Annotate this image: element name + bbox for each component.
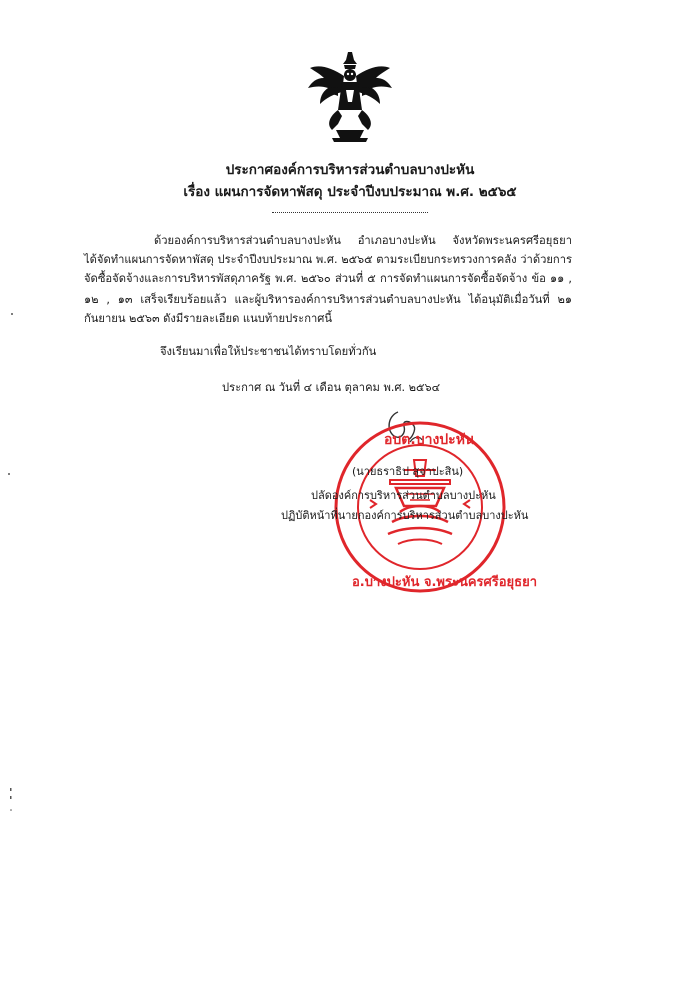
body-line-3: จัดซื้อจัดจ้างและการบริหารพัสดุภาครัฐ พ.ศ. ๒๕๖๐ ส่วนที่ ๕ การจัดทำแผนการจัดซื้อจัดจ้าง ข้อ ๑๑ , [84, 272, 572, 285]
title-divider [272, 212, 428, 213]
body-line-1: ด้วยองค์การบริหารส่วนตำบลบางปะหัน อำเภอบางปะหัน จังหวัดพระนครศรีอยุธยา [154, 234, 572, 247]
signer-acting-position: ปฏิบัติหน้าที่นายกองค์การบริหารส่วนตำบลบางปะหัน [281, 509, 529, 522]
closing-line: จึงเรียนมาเพื่อให้ประชาชนได้ทราบโดยทั่วกัน [160, 345, 377, 358]
signer-name: (นายธราธิป สุจาปะสิน) [352, 465, 464, 478]
date-line: ประกาศ ณ วันที่ ๔ เดือน ตุลาคม พ.ศ. ๒๕๖๔ [222, 381, 441, 394]
stamp-bottom-text: อ.บางปะหัน จ.พระนครศรีอยุธยา [352, 575, 538, 590]
body-line-2: ได้จัดทำแผนการจัดหาพัสดุ ประจำปีงบประมาณ พ.ศ. ๒๕๖๕ ตามระเบียบกระทรวงการคลัง ว่าด้วยการ [84, 253, 572, 266]
body-line-5: กันยายน ๒๕๖๓ ดังมีรายละเอียด แนบท้ายประกาศนี้ [84, 312, 332, 325]
body-line-4: ๑๒ , ๑๓ เสร็จเรียบร้อยแล้ว และผู้บริหารองค์การบริหารส่วนตำบลบางปะหัน ได้อนุมัติเมื่อวันที่ ๒๑ [84, 293, 572, 306]
announcement-title: ประกาศองค์การบริหารส่วนตำบลบางปะหัน [225, 162, 475, 178]
signer-position: ปลัดองค์การบริหารส่วนตำบลบางปะหัน [311, 489, 496, 502]
stamp-top-text: อบต.บางปะหัน [384, 432, 475, 448]
announcement-subject: เรื่อง แผนการจัดหาพัสดุ ประจำปีงบประมาณ พ.ศ. ๒๕๖๕ [183, 184, 517, 200]
garuda-emblem-icon [302, 50, 398, 146]
